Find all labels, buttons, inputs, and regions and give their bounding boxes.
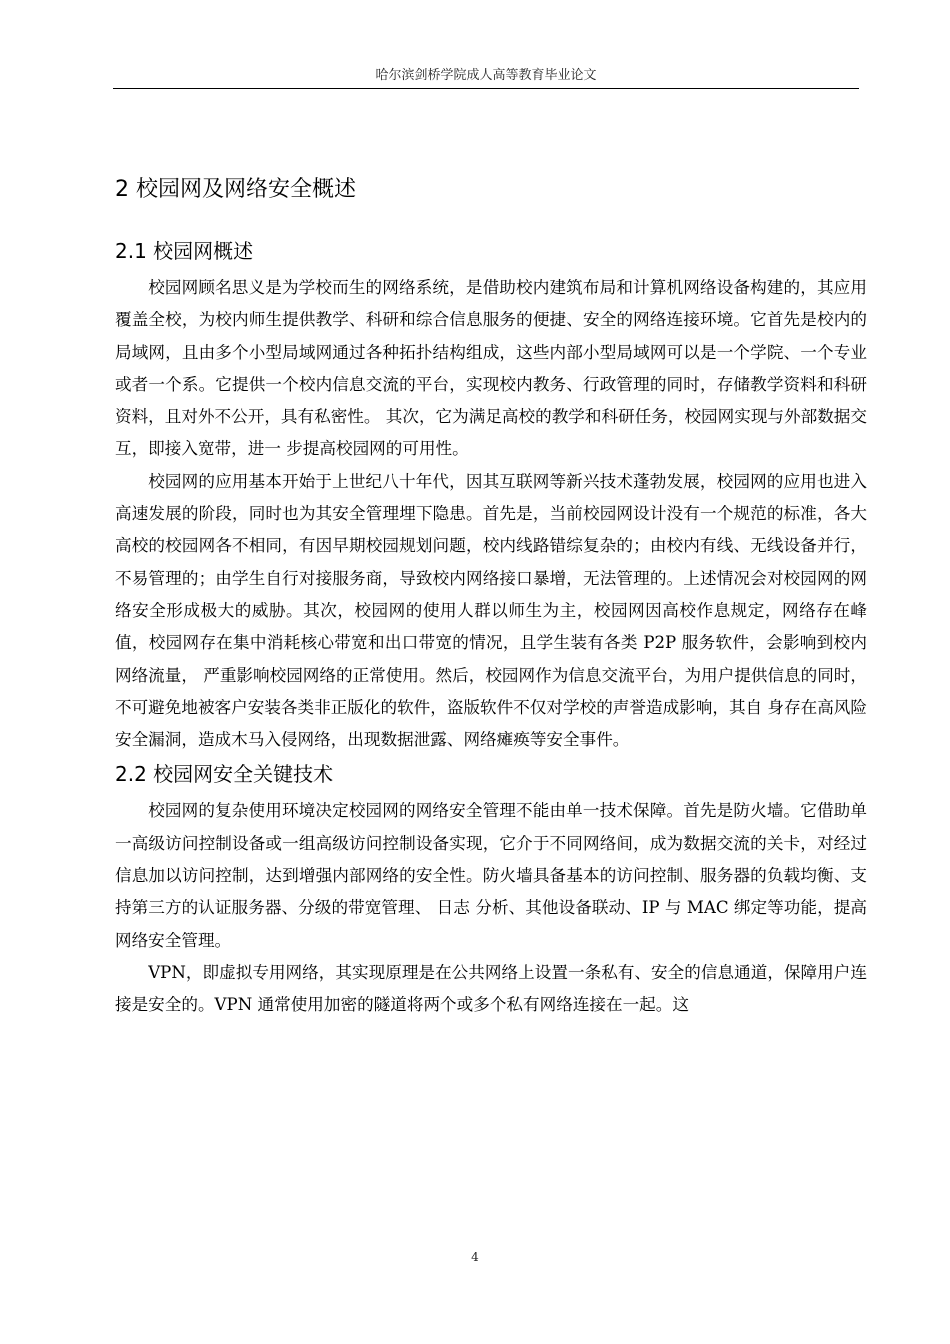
page-header: 哈尔滨剑桥学院成人高等教育毕业论文 [375,68,597,83]
header-divider [113,88,859,89]
section-title-2-1: 2.1 校园网概述 [115,239,254,263]
chapter-title: 2 校园网及网络安全概述 [115,177,356,202]
paragraph: 校园网顾名思义是为学校而生的网络系统，是借助校内建筑布局和计算机网络设备构建的，其应用覆盖全校，为校内师生提供教学、科研和综合信息服务的便捷、安全的网络连接环境。它首先是校内的局域网，且由多个小型局域网通过各种拓扑结构组成，这些内部小型局域网可以是一个学院、一个专业或者一个系。它提供一个校内信息交流的平台，实现校内教务、行政管理的同时，存储教学资料和科研资料，且对外不公开，具有私密性。 其次，它为满足高校的教学和科研任务，校园网实现与外部数据交互，即接入宽带，进一 步提高校园网的可用性。 [115,278,867,459]
paragraph: 校园网的复杂使用环境决定校园网的网络安全管理不能由单一技术保障。首先是防火墙。它借助单一高级访问控制设备或一组高级访问控制设备实现，它介于不同网络间，成为数据交流的关卡，对经过信息加以访问控制，达到增强内部网络的安全性。防火墙具备基本的访问控制、服务器的负载均衡、支持第三方的认证服务器、分级的带宽管理、 日志 分析、其他设备联动、IP 与 MAC 绑定等功能，提高网络安全管理。 [115,801,867,950]
page-number: 4 [471,1250,479,1264]
paragraph: 校园网的应用基本开始于上世纪八十年代，因其互联网等新兴技术蓬勃发展，校园网的应用也进入高速发展的阶段，同时也为其安全管理埋下隐患。首先是，当前校园网设计没有一个规范的标准，各大高校的校园网各不相同，有因早期校园规划问题，校内线路错综复杂的；由校内有线、无线设备并行，不易管理的；由学生自行对接服务商，导致校内网络接口暴增，无法管理的。上述情况会对校园网的网络安全形成极大的威胁。其次，校园网的使用人群以师生为主，校园网因高校作息规定，网络存在峰值，校园网存在集中消耗核心带宽和出口带宽的情况，且学生装有各类 P2P 服务软件，会影响到校内网络流量， 严重影响校园网络的正常使用。然后，校园网作为信息交流平台，为用户提供信息的同时， 不可避免地被客户安装各类非正版化的软件，盗版软件不仅对学校的声誉造成影响，其自 身存在高风险安全漏洞，造成木马入侵网络，出现数据泄露、网络瘫痪等安全事件。 [115,471,867,750]
paragraph: VPN，即虚拟专用网络，其实现原理是在公共网络上设置一条私有、安全的信息通道，保障用户连接是安全的。VPN 通常使用加密的隧道将两个或多个私有网络连接在一起。这 [115,962,867,1015]
page-body [115,168,867,1022]
section-title-2-2: 2.2 校园网安全关键技术 [115,762,334,787]
